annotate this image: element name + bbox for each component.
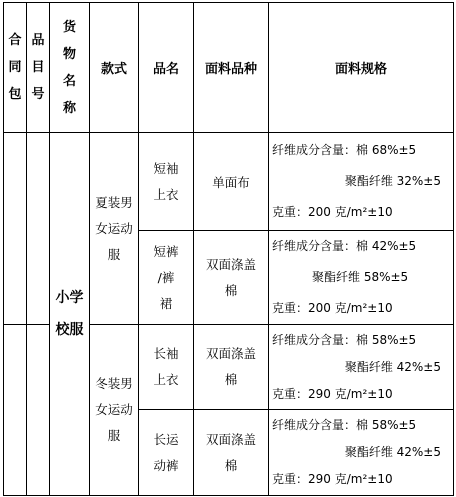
- spec-content-line: 纤维成分含量：棉 42%±5: [272, 239, 417, 253]
- product-text: 长运 动裤: [153, 431, 179, 473]
- spec-weight-line: 克重：290 克/m²±10: [272, 472, 393, 486]
- style-cell-summer: [90, 133, 139, 325]
- spec-content-line: 纤维成分含量：棉 58%±5: [272, 332, 417, 347]
- product-cell: [139, 133, 194, 231]
- style-text: 夏装男 女运动 服: [95, 194, 133, 262]
- table-row: [4, 133, 454, 231]
- header-contract-package: [4, 3, 27, 133]
- goods-name-cell: [50, 133, 90, 496]
- fabric-cell: [194, 231, 269, 325]
- spec-polyester-line: 聚酯纤维 42%±5: [344, 445, 441, 459]
- fabric-cell: [194, 325, 269, 410]
- spec-polyester-line: 聚酯纤维 32%±5: [344, 174, 441, 188]
- spec-cell: [269, 133, 454, 231]
- product-text: 短袖 上衣: [153, 160, 179, 202]
- header-fabric-spec: 面料规格: [269, 3, 454, 133]
- spec-cell: [269, 410, 454, 496]
- spec-weight-line: 克重：200 克/m²±10: [272, 205, 393, 219]
- style-text: 冬装男 女运动 服: [95, 376, 133, 443]
- contract-package-cell-2: [4, 325, 27, 496]
- spec-weight-line: 克重：200 克/m²±10: [272, 301, 393, 315]
- header-goods-name-text: 货 物 名 称: [62, 19, 76, 116]
- fabric-text: 双面涤盖 棉: [205, 346, 256, 387]
- product-cell: [139, 325, 194, 410]
- spec-content-line: 纤维成分含量：棉 68%±5: [272, 143, 417, 157]
- fabric-text: 双面涤盖 棉: [205, 256, 256, 298]
- item-no-cell-1: [27, 133, 50, 325]
- fabric-spec-table: [3, 2, 454, 496]
- style-cell-winter: [90, 325, 139, 496]
- spec-polyester-line: 聚酯纤维 42%±5: [344, 359, 441, 374]
- fabric-cell: 单面布: [194, 133, 269, 231]
- product-text: 长袖 上衣: [153, 346, 179, 387]
- header-item-no: [27, 3, 50, 133]
- header-fabric-type: 面料品种: [194, 3, 269, 133]
- fabric-cell: [194, 410, 269, 496]
- header-item-no-text: 品 目 号: [31, 33, 45, 102]
- header-goods-name: [50, 3, 90, 133]
- table-header-row: [4, 3, 454, 133]
- header-style: 款式: [90, 3, 139, 133]
- header-product-name: 品名: [139, 3, 194, 133]
- item-no-cell-2: [27, 325, 50, 496]
- goods-name-text: 小学校服: [55, 290, 84, 338]
- spec-polyester-line: 聚酯纤维 58%±5: [312, 270, 409, 284]
- contract-package-cell-1: [4, 133, 27, 325]
- header-contract-package-text: 合 同 包: [8, 33, 22, 102]
- spec-cell: [269, 325, 454, 410]
- spec-cell: [269, 231, 454, 325]
- spec-weight-line: 克重：290 克/m²±10: [272, 386, 393, 401]
- product-cell: [139, 231, 194, 325]
- product-text: 短裤 /裤 裙: [153, 243, 179, 311]
- fabric-text: 双面涤盖 棉: [205, 431, 256, 473]
- spec-content-line: 纤维成分含量：棉 58%±5: [272, 418, 417, 432]
- product-cell: [139, 410, 194, 496]
